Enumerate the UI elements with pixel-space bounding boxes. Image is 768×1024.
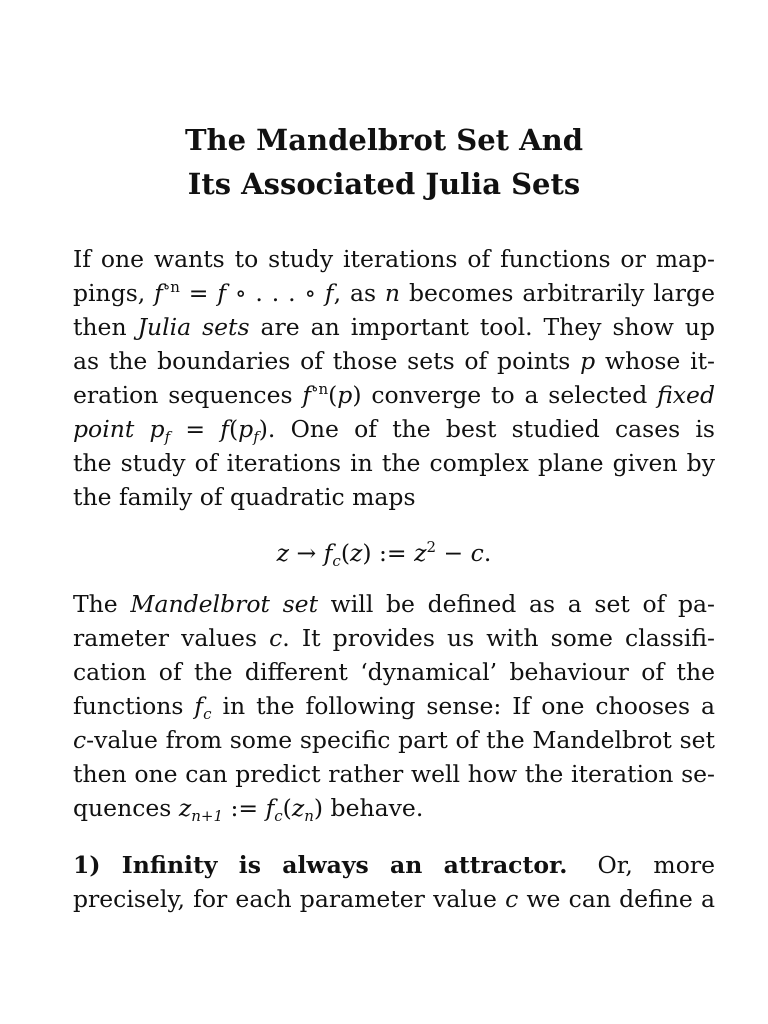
- point-term: point: [73, 415, 135, 443]
- text-line: The Mandelbrot set will be defined as a set of pa-: [73, 590, 715, 618]
- text-line: c-value from some specific part of the Mandelbrot set: [73, 726, 715, 754]
- section-heading-infinity: 1) Infinity is always an attractor.: [73, 851, 568, 879]
- text-line: If one wants to study iterations of functions or map-: [73, 245, 715, 273]
- paragraph-intro: [73, 242, 715, 514]
- fixed-term: fixed: [657, 381, 715, 409]
- text-line: as the boundaries of those sets of points p whose it-: [73, 347, 715, 375]
- title-line-1: The Mandelbrot Set And: [184, 123, 584, 157]
- text-line: then one can predict rather well how the iteration se-: [73, 760, 715, 788]
- text-line: then Julia sets are an important tool. They show up: [73, 313, 716, 341]
- paragraph-infinity: [73, 848, 715, 916]
- text-line: rameter values c. It provides us with some classifi-: [73, 624, 715, 652]
- julia-sets-term: Julia sets: [137, 313, 250, 341]
- mandelbrot-set-term: Mandelbrot set: [130, 590, 319, 618]
- text-line: the family of quadratic maps: [73, 483, 416, 511]
- text-line: precisely, for each parameter value c we can define a: [73, 885, 715, 913]
- text-line: cation of the different ‘dynamical’ behaviour of the: [73, 658, 715, 686]
- page-title: [0, 118, 768, 206]
- title-line-2: Its Associated Julia Sets: [187, 167, 581, 201]
- text-line: 1) Infinity is always an attractor. Or, more: [73, 851, 715, 879]
- text-line: eration sequences $f^{\circ n}(p)$ converge to a selected fixed: [73, 380, 715, 409]
- quadratic-map-equation: $z \to f_c(z)$ := $z^2 - c$.: [276, 538, 492, 570]
- text-line: the study of iterations in the complex plane given by: [73, 449, 715, 477]
- text-line: point $p_f = f(p_f)$. One of the best studied cases is: [73, 415, 715, 446]
- text-line: pings, $f^{\circ n} = f$ ∘ . . . ∘ f, as n becomes arbitrarily large: [73, 278, 715, 307]
- text-line: quences $z_{n+1}$ := $f_c(z_n)$ behave.: [73, 794, 424, 825]
- paragraph-mandelbrot: [73, 587, 715, 825]
- text-line: functions $f_c$ in the following sense: If one chooses a: [73, 692, 715, 723]
